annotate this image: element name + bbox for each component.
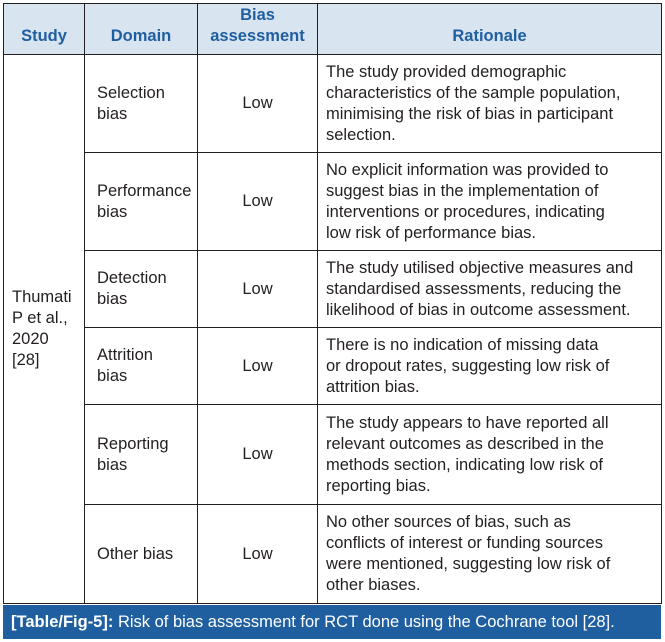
rationale-line: No other sources of bias, such as bbox=[326, 513, 571, 531]
header-rationale: Rationale bbox=[318, 4, 662, 55]
rationale-line: No explicit information was provided to bbox=[326, 160, 609, 179]
header-bias-assessment-line1: Bias bbox=[240, 6, 275, 24]
study-line: 2020 bbox=[12, 330, 49, 348]
table-row bbox=[4, 153, 662, 251]
rationale-line: There is no indication of missing data bbox=[326, 335, 599, 354]
rationale-line: methods section, indicating low risk of bbox=[326, 455, 603, 474]
domain-line: Attrition bbox=[97, 346, 153, 364]
rationale-line: The study appears to have reported all bbox=[326, 413, 609, 432]
domain-line: Detection bbox=[97, 269, 167, 287]
domain-cell bbox=[85, 55, 198, 153]
domain-line: Reporting bbox=[97, 434, 169, 453]
table-row bbox=[4, 405, 662, 505]
header-domain: Domain bbox=[85, 4, 198, 55]
risk-of-bias-table bbox=[3, 3, 662, 604]
rationale-line: or dropout rates, suggesting low risk of bbox=[326, 356, 610, 375]
caption-label: [Table/Fig-5]: bbox=[11, 613, 114, 631]
domain-line: bias bbox=[97, 202, 128, 221]
figure-caption bbox=[3, 605, 661, 639]
rationale-line: selection. bbox=[326, 125, 396, 144]
rationale-line: were mentioned, suggesting low risk of bbox=[326, 555, 611, 573]
domain-cell bbox=[85, 405, 198, 505]
assessment-cell: Low bbox=[198, 505, 318, 604]
header-bias-assessment bbox=[198, 4, 318, 55]
rationale-line: The study utilised objective measures and bbox=[326, 258, 634, 277]
domain-line: Selection bbox=[97, 83, 165, 102]
domain-cell bbox=[85, 328, 198, 405]
header-bias-assessment-line2: assessment bbox=[210, 27, 305, 45]
assessment-cell: Low bbox=[198, 405, 318, 505]
rationale-cell bbox=[318, 251, 662, 328]
rationale-line: interventions or procedures, indicating bbox=[326, 202, 605, 221]
header-study: Study bbox=[4, 4, 85, 55]
caption-text: Risk of bias assessment for RCT done using the Cochrane tool [28]. bbox=[113, 613, 615, 631]
rationale-cell bbox=[318, 328, 662, 405]
domain-cell bbox=[85, 251, 198, 328]
assessment-cell: Low bbox=[198, 328, 318, 405]
rationale-line: other biases. bbox=[326, 576, 421, 594]
table-row bbox=[4, 328, 662, 405]
domain-line: bias bbox=[97, 104, 128, 123]
table-header-row bbox=[4, 4, 662, 55]
rationale-line: conflicts of interest or funding sources bbox=[326, 534, 603, 552]
rationale-line: relevant outcomes as described in the bbox=[326, 434, 604, 453]
table-row bbox=[4, 505, 662, 604]
table-row bbox=[4, 55, 662, 153]
domain-cell bbox=[85, 153, 198, 251]
assessment-cell: Low bbox=[198, 153, 318, 251]
rationale-cell bbox=[318, 153, 662, 251]
assessment-cell: Low bbox=[198, 55, 318, 153]
domain-line: bias bbox=[97, 367, 128, 385]
domain-line: bias bbox=[97, 455, 128, 474]
study-line: Thumati bbox=[12, 288, 72, 306]
domain-line: Other bias bbox=[97, 544, 174, 563]
table-row bbox=[4, 251, 662, 328]
domain-line: Performance bbox=[97, 181, 192, 200]
rationale-line: The study provided demographic bbox=[326, 62, 567, 81]
study-cell bbox=[4, 55, 85, 604]
rationale-line: likelihood of bias in outcome assessment. bbox=[326, 300, 631, 319]
rationale-cell bbox=[318, 505, 662, 604]
rationale-line: attrition bias. bbox=[326, 377, 420, 396]
rationale-line: standardised assessments, reducing the bbox=[326, 279, 622, 298]
study-line: P et al., bbox=[12, 309, 68, 327]
rationale-line: reporting bias. bbox=[326, 476, 431, 495]
assessment-cell: Low bbox=[198, 251, 318, 328]
rationale-line: characteristics of the sample population, bbox=[326, 83, 621, 102]
rationale-line: low risk of performance bias. bbox=[326, 223, 536, 242]
domain-cell bbox=[85, 505, 198, 604]
rationale-line: minimising the risk of bias in participant bbox=[326, 104, 614, 123]
domain-line: bias bbox=[97, 290, 128, 308]
rationale-line: suggest bias in the implementation of bbox=[326, 181, 599, 200]
rationale-cell bbox=[318, 405, 662, 505]
rationale-cell bbox=[318, 55, 662, 153]
study-line: [28] bbox=[12, 351, 40, 369]
